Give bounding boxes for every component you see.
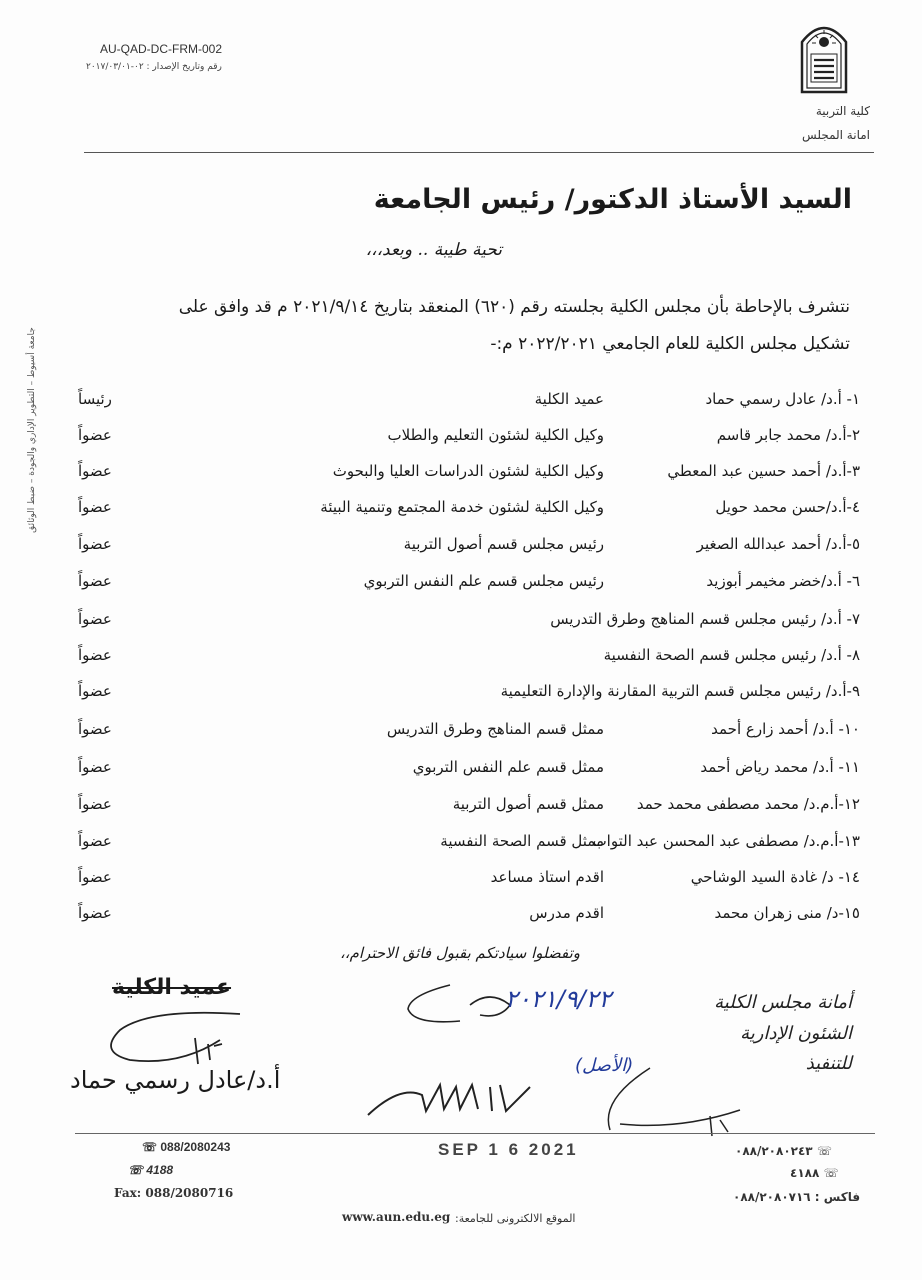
phone-number-ar: ٠٨٨/٢٠٨٠٢٤٣ bbox=[735, 1144, 813, 1158]
member-row bbox=[0, 832, 922, 862]
member-position: وكيل الكلية لشئون الدراسات العليا والبحوث bbox=[332, 462, 604, 480]
initials-scribble bbox=[360, 1065, 560, 1125]
dean-signature-title: عميد الكلية bbox=[112, 975, 232, 1000]
member-position: رئيس مجلس قسم علم النفس التربوي bbox=[363, 572, 604, 590]
member-role: عضواً bbox=[78, 646, 112, 664]
member-name: ٥-أ.د/ أحمد عبدالله الصغير bbox=[696, 535, 860, 553]
member-position: وكيل الكلية لشئون التعليم والطلاب bbox=[387, 426, 604, 444]
member-row bbox=[0, 390, 922, 420]
member-row bbox=[0, 426, 922, 456]
member-row bbox=[0, 720, 922, 750]
member-row bbox=[0, 758, 922, 788]
member-position: عميد الكلية bbox=[534, 390, 604, 408]
dean-name: أ.د/عادل رسمي حماد bbox=[70, 1066, 281, 1094]
extension-en: 4188 bbox=[146, 1163, 174, 1177]
bottom-signature-scribble bbox=[590, 1060, 830, 1140]
member-role: رئيساً bbox=[78, 390, 112, 408]
member-row bbox=[0, 682, 922, 712]
member-role: عضواً bbox=[78, 720, 112, 738]
university-logo bbox=[796, 12, 852, 96]
member-row bbox=[0, 610, 922, 640]
member-role: عضواً bbox=[78, 426, 112, 444]
member-row bbox=[0, 868, 922, 898]
member-role: عضواً bbox=[78, 795, 112, 813]
member-role: عضواً bbox=[78, 535, 112, 553]
handwritten-note-line-3: للتنفيذ bbox=[805, 1053, 852, 1075]
member-row bbox=[0, 904, 922, 934]
footer-ext-en bbox=[128, 1163, 173, 1177]
logo-emblem bbox=[796, 12, 852, 96]
member-position: وكيل الكلية لشئون خدمة المجتمع وتنمية البيئة bbox=[320, 498, 604, 516]
member-role: عضواً bbox=[78, 832, 112, 850]
member-role: عضواً bbox=[78, 610, 112, 628]
member-name: ٣-أ.د/ أحمد حسين عبد المعطي bbox=[667, 462, 860, 480]
footer-phone-en bbox=[142, 1140, 230, 1154]
telephone-icon: ☏ bbox=[128, 1163, 144, 1177]
footer-ext-ar bbox=[790, 1166, 839, 1180]
member-name: ١٣-أ.م.د/ مصطفى عبد المحسن عبد التواب bbox=[592, 832, 860, 850]
addressee: السيد الأستاذ الدكتور/ رئيس الجامعة bbox=[373, 184, 852, 215]
phone-number-en: 088/2080243 bbox=[160, 1140, 231, 1154]
website-link[interactable]: www.aun.edu.eg bbox=[342, 1210, 451, 1224]
extension-ar: ٤١٨٨ bbox=[790, 1166, 820, 1180]
intro-line-1: نتشرف بالإحاطة بأن مجلس الكلية بجلسته رقم (٦٢٠) المنعقد بتاريخ ٢٠٢١/٩/١٤ م قد وافق على bbox=[178, 297, 850, 317]
member-row bbox=[0, 498, 922, 528]
received-date-stamp: SEP 1 6 2021 bbox=[438, 1140, 579, 1159]
member-name: ١٠- أ.د/ أحمد زارع أحمد bbox=[711, 720, 860, 738]
side-margin-label: جامعة أسيوط – التطوير الإداري والجودة – ضبط الوثائق bbox=[27, 327, 37, 533]
handwritten-note-line-1: أمانة مجلس الكلية bbox=[714, 992, 852, 1013]
member-position: ممثل قسم الصحة النفسية bbox=[440, 832, 604, 850]
fax-ar: فاكس : ٠٨٨/٢٠٨٠٧١٦ bbox=[733, 1190, 861, 1204]
member-role: عضواً bbox=[78, 462, 112, 480]
member-position: ممثل قسم علم النفس التربوي bbox=[412, 758, 604, 776]
issue-line: رقم وتاريخ الإصدار : ٠٢-٢٠١٧/٠٣/٠١ bbox=[86, 62, 222, 72]
dean-signature-scribble bbox=[90, 1000, 250, 1070]
member-position: ممثل قسم المناهج وطرق التدريس bbox=[386, 720, 604, 738]
member-position: اقدم مدرس bbox=[529, 904, 604, 922]
member-position: اقدم استاذ مساعد bbox=[490, 868, 604, 886]
closing-phrase: وتفضلوا سيادتكم بقبول فائق الاحترام،، bbox=[339, 944, 580, 962]
fax-en: Fax: 088/2080716 bbox=[114, 1186, 234, 1200]
handwritten-note-line-2: الشئون الإدارية bbox=[740, 1022, 852, 1044]
member-name: ١٢-أ.م.د/ محمد مصطفى محمد حمد bbox=[636, 795, 860, 813]
faculty-name: كلية التربية bbox=[815, 104, 870, 118]
member-row bbox=[0, 795, 922, 825]
council-secretariat: امانة المجلس bbox=[802, 128, 870, 142]
member-role: عضواً bbox=[78, 868, 112, 886]
member-row bbox=[0, 572, 922, 602]
member-position: رئيس مجلس قسم أصول التربية bbox=[403, 535, 604, 553]
member-row bbox=[0, 535, 922, 565]
member-name: ٧- أ.د/ رئيس مجلس قسم المناهج وطرق التدريس bbox=[550, 610, 860, 628]
member-role: عضواً bbox=[78, 758, 112, 776]
handwritten-date: ٢٠٢١/٩/٢٢ bbox=[505, 985, 612, 1013]
member-name: ٨- أ.د/ رئيس مجلس قسم الصحة النفسية bbox=[603, 646, 860, 664]
header-divider bbox=[84, 152, 874, 153]
member-row bbox=[0, 646, 922, 676]
member-name: ٤-أ.د/حسن محمد حويل bbox=[715, 498, 860, 516]
telephone-icon: ☏ bbox=[816, 1144, 832, 1158]
member-name: ١- أ.د/ عادل رسمي حماد bbox=[705, 390, 860, 408]
form-code: AU-QAD-DC-FRM-002 bbox=[100, 42, 223, 56]
footer-divider bbox=[75, 1133, 875, 1134]
greeting: تحية طيبة .. وبعد،،، bbox=[365, 240, 502, 260]
member-name: ٩-أ.د/ رئيس مجلس قسم التربية المقارنة والإدارة التعليمية bbox=[500, 682, 860, 700]
member-role: عضواً bbox=[78, 572, 112, 590]
member-name: ٦- أ.د/خضر مخيمر أبوزيد bbox=[706, 572, 860, 590]
member-position: ممثل قسم أصول التربية bbox=[452, 795, 604, 813]
website-label: الموقع الالكترونى للجامعة: bbox=[455, 1212, 576, 1225]
member-name: ٢-أ.د/ محمد جابر قاسم bbox=[716, 426, 860, 444]
member-role: عضواً bbox=[78, 904, 112, 922]
intro-line-2: تشكيل مجلس الكلية للعام الجامعي ٢٠٢٢/٢٠٢١ م:- bbox=[490, 334, 850, 354]
member-row bbox=[0, 462, 922, 492]
member-role: عضواً bbox=[78, 682, 112, 700]
member-name: ١٥-د/ منى زهران محمد bbox=[714, 904, 860, 922]
telephone-icon: ☏ bbox=[823, 1166, 839, 1180]
member-name: ١١- أ.د/ محمد رياض أحمد bbox=[700, 758, 860, 776]
member-name: ١٤- د/ غادة السيد الوشاحي bbox=[690, 868, 860, 886]
telephone-icon: ☏ bbox=[142, 1140, 158, 1154]
handwritten-original-mark: (الأصل) bbox=[575, 1055, 634, 1076]
member-role: عضواً bbox=[78, 498, 112, 516]
footer-phone-ar bbox=[735, 1144, 832, 1158]
